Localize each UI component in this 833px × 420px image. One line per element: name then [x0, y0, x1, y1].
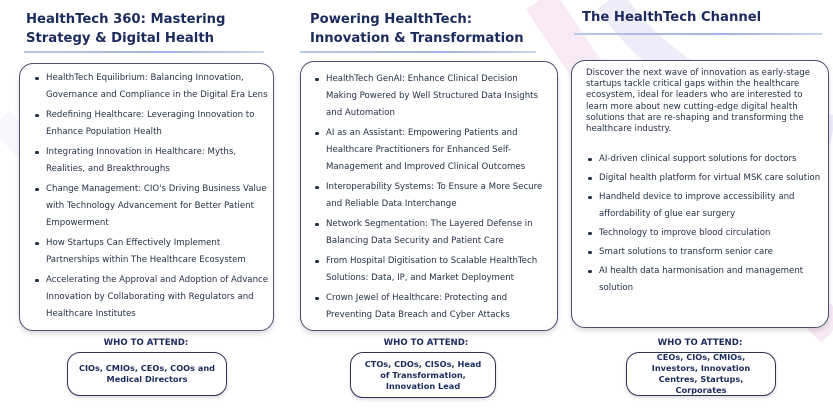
- topics-card: [571, 60, 829, 328]
- list-item: HealthTech GenAI: Enhance Clinical Decision Making Powered by Well Structured Data Insights and Automation: [313, 71, 551, 122]
- who-to-attend-box: CTOs, CDOs, CISOs, Head of Transformation, Innovation Lead: [350, 352, 496, 398]
- column-healthtech-360: [0, 0, 280, 420]
- column-title: HealthTech 360: Mastering Strategy & Digital Health: [26, 12, 226, 46]
- who-to-attend-box: CIOs, CMIOs, CEOs, COOs and Medical Directors: [67, 352, 227, 396]
- list-item: Redefining Healthcare: Leveraging Innovation to Enhance Population Health: [33, 107, 269, 141]
- list-item: AI-driven clinical support solutions for doctors: [586, 151, 824, 168]
- topics-card: [19, 63, 274, 331]
- list-item: Smart solutions to transform senior care: [586, 244, 824, 261]
- who-to-attend-label: WHO TO ATTEND:: [383, 338, 469, 348]
- list-item: Change Management: CIO's Driving Business Value with Technology Advancement for Better Patient Empowerment: [33, 181, 269, 232]
- topics-list: [586, 151, 824, 297]
- list-item: How Startups Can Effectively Implement Partnerships within The Healthcare Ecosystem: [33, 235, 269, 269]
- list-item: Technology to improve blood circulation: [586, 225, 824, 242]
- channel-description: Discover the next wave of innovation as early-stage startups tackle critical gaps within the healthcare ecosystem, ideal for leaders who are interested to learn more about new cutting-edge digital health solutions that are re-shaping and transforming the healthcare industry.: [586, 68, 811, 135]
- list-item: Network Segmentation: The Layered Defense in Balancing Data Security and Patient Care: [313, 216, 551, 250]
- who-to-attend-label: WHO TO ATTEND:: [103, 338, 189, 348]
- who-to-attend-label: WHO TO ATTEND:: [657, 338, 743, 348]
- list-item: Integrating Innovation in Healthcare: Myths, Realities, and Breakthroughs: [33, 144, 269, 178]
- column-powering-healthtech: [280, 0, 555, 420]
- column-title: The HealthTech Channel: [582, 10, 762, 25]
- list-item: Crown Jewel of Healthcare: Protecting and Preventing Data Breach and Cyber Attacks: [313, 290, 551, 324]
- column-title: Powering HealthTech: Innovation & Transformation: [310, 12, 524, 46]
- topics-list: [313, 71, 551, 324]
- list-item: Digital health platform for virtual MSK care solution: [586, 170, 824, 187]
- who-to-attend-box: CEOs, CIOs, CMIOs, Investors, Innovation Centres, Startups, Corporates: [626, 352, 776, 396]
- column-healthtech-channel: [560, 0, 833, 420]
- topics-list: [33, 70, 269, 323]
- title-underline: [574, 33, 822, 35]
- list-item: Accelerating the Approval and Adoption of Advance Innovation by Collaborating with Regulators and Healthcare Institutes: [33, 272, 269, 323]
- list-item: Handheld device to improve accessibility and affordability of glue ear surgery: [586, 189, 824, 223]
- list-item: Interoperability Systems: To Ensure a More Secure and Reliable Data Interchange: [313, 179, 551, 213]
- list-item: HealthTech Equilibrium: Balancing Innovation, Governance and Compliance in the Digital Era Lens: [33, 70, 269, 104]
- title-underline: [300, 51, 536, 53]
- topics-card: [300, 61, 558, 331]
- list-item: AI as an Assistant: Empowering Patients and Healthcare Practitioners for Enhanced Self-Management and Improved Clinical Outcomes: [313, 125, 551, 176]
- list-item: AI health data harmonisation and management solution: [586, 263, 824, 297]
- list-item: From Hospital Digitisation to Scalable HealthTech Solutions: Data, IP, and Market Deployment: [313, 253, 551, 287]
- title-underline: [24, 51, 264, 53]
